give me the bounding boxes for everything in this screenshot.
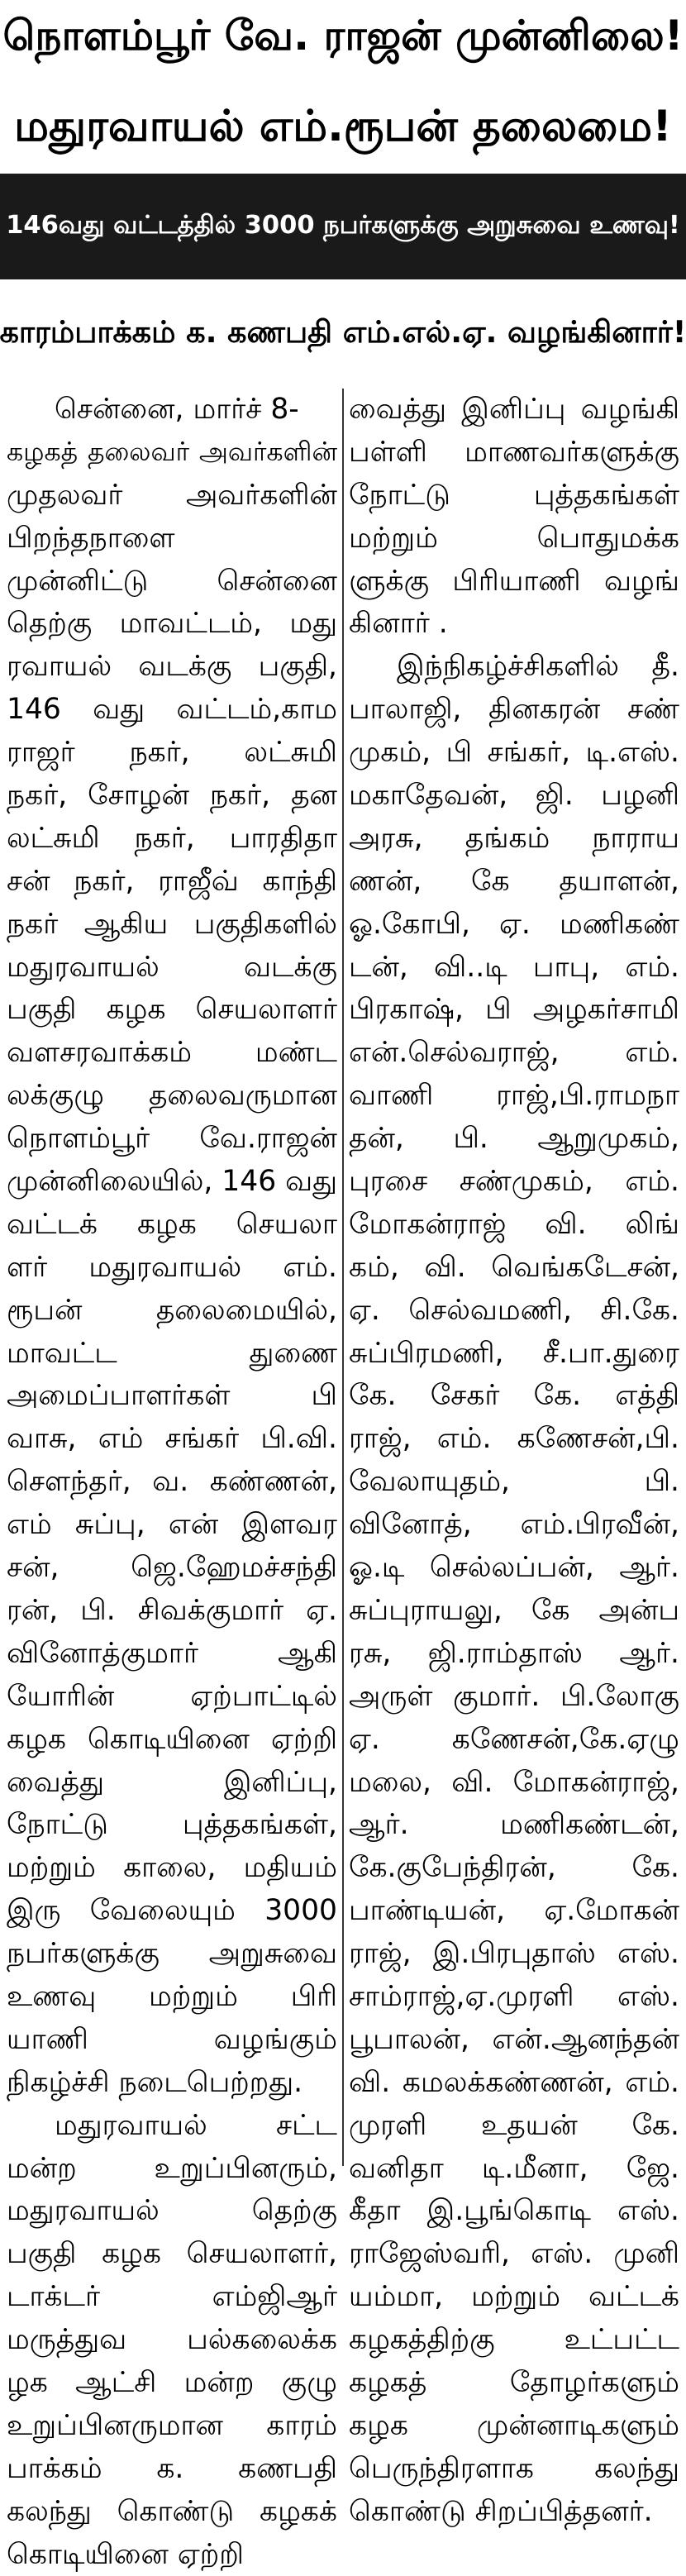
article-line: கழகத் தலைவர் அவர்களின் <box>7 436 337 467</box>
article-line: கே. சேகர் கே. எத்தி <box>349 1379 679 1413</box>
article-line: மாவட்ட துணை <box>7 1336 337 1370</box>
article-line: நபர்களுக்கு அறுசுவை <box>7 1937 337 1971</box>
article-line: ஓ.கோபி, ஏ. மணிகண் <box>349 907 679 941</box>
article-line: கழக முன்னாடிகளும் <box>349 2408 679 2442</box>
article-line: மோகன்ராஜ் வி. லிங் <box>349 1207 679 1241</box>
article-line: வைத்து இனிப்பு, <box>7 1765 337 1799</box>
headline-1: நொளம்பூர் வே. ராஜன் முன்னிலை! <box>2 11 684 60</box>
headline-banner: 146வது வட்டத்தில் 3000 நபர்களுக்கு அறுசுவை உணவு! <box>0 174 686 279</box>
article-line: யோரின் ஏற்பாட்டில் <box>7 1679 337 1713</box>
article-line: ரசு, ஜி.ராம்தாஸ் ஆர். <box>349 1636 679 1670</box>
article-line: பகுதி கழக செயலாளர், <box>7 2237 337 2271</box>
article-column-left <box>7 389 337 2576</box>
article-line: ழக ஆட்சி மன்ற குழு <box>7 2365 337 2399</box>
headline-4: காரம்பாக்கம் க. கணபதி எம்.எல்.ஏ. வழங்கினார்! <box>0 314 686 350</box>
article-line: சௌந்தர், வ. கண்ணன், <box>7 1465 337 1499</box>
article-line: அமைப்பாளர்கள் பி <box>7 1379 337 1413</box>
article-line: மதுரவாயல் வடக்கு <box>7 950 337 984</box>
article-line: மகாதேவன், ஜி. பழனி <box>349 779 679 813</box>
article-line: வாணி ராஜ்,பி.ராமநா <box>349 1079 679 1113</box>
article-line: எம் சுப்பு, என் இளவர <box>7 1508 337 1542</box>
article-line: மற்றும் பொதுமக்க <box>349 521 679 555</box>
article-line: நோட்டு புத்தகங்கள், <box>7 1808 337 1842</box>
article-line: அரசு, தங்கம் நாராய <box>349 821 679 855</box>
article-line: கம், வி. வெங்கடேசன், <box>349 1250 679 1284</box>
article-line: யாணி வழங்கும் <box>7 2022 337 2056</box>
article-line: மலை, வி. மோகன்ராஜ், <box>349 1765 679 1799</box>
article-line: ஆர். மணிகண்டன், <box>349 1808 679 1842</box>
article-line: 146 வது வட்டம்,காம <box>7 693 337 727</box>
article-line: உறுப்பினருமான காரம் <box>7 2408 337 2442</box>
article-line: சன் நகர், ராஜீவ் காந்தி <box>7 864 337 898</box>
article-line: சென்னை, மார்ச் 8- <box>55 393 299 426</box>
article-line: நகர், சோழன் நகர், தன <box>7 779 337 813</box>
column-divider <box>342 389 344 2166</box>
article-column-right <box>349 389 679 2534</box>
article-line: ரன், பி. சிவக்குமார் ஏ. <box>7 1593 337 1627</box>
article-line: ராஜ், இ.பிரபுதாஸ் எஸ். <box>349 1937 679 1971</box>
article-line: கழகத் தோழர்களும் <box>349 2365 679 2399</box>
article-line: பகுதி கழக செயலாளர் <box>7 993 337 1027</box>
article-line: வினோத், எம்.பிரவீன், <box>349 1508 679 1542</box>
article-line: ராஜர் நகர், லட்சுமி <box>7 736 337 770</box>
article-line: வாசு, எம் சங்கர் பி.வி. <box>7 1422 337 1456</box>
article-line: முரளி உதயன் கே. <box>349 2108 679 2142</box>
article-line: டன், வி..டி பாபு, எம். <box>349 950 679 984</box>
article-line: என்.செல்வராஜ், எம். <box>349 1036 679 1070</box>
article-line: முதலவர் அவர்களின் <box>7 478 337 512</box>
article-line: ணன், கே தயாளன், <box>349 864 679 898</box>
article-line: கொண்டு சிறப்பித்தனர். <box>349 2494 653 2528</box>
article-line: வட்டக் கழக செயலா <box>7 1207 337 1241</box>
article-line: சுப்பிரமணி, சீ.பா.துரை <box>349 1336 679 1370</box>
article-line: டாக்டர் எம்ஜிஆர் <box>7 2280 337 2314</box>
article-line: ஏ. கணேசன்,கே.ஏழு <box>349 1722 679 1756</box>
article-line: மதுரவாயல் சட்ட <box>55 2108 337 2142</box>
article-line: வளசரவாக்கம் மண்ட <box>7 1036 337 1070</box>
article-line: ராஜேஸ்வரி, எஸ். முனி <box>349 2237 679 2271</box>
article-line: ரூபன் தலைமையில், <box>7 1293 337 1327</box>
article-line: ஓ.டி செல்லப்பன், ஆர். <box>349 1551 679 1585</box>
article-line: சன், ஜெ.ஹேமச்சந்தி <box>7 1551 337 1585</box>
article-line: வைத்து இனிப்பு வழங்கி <box>349 393 679 426</box>
article-line: ஏ. செல்வமணி, சி.கே. <box>349 1293 679 1327</box>
article-line: முகம், பி சங்கர், டி.எஸ். <box>349 736 679 770</box>
article-line: நிகழ்ச்சி நடைபெற்றது. <box>7 2065 303 2099</box>
article-line: ளுக்கு பிரியாணி வழங் <box>349 564 679 598</box>
article-line: பாக்கம் க. கணபதி <box>7 2451 337 2485</box>
article-line: அருள் குமார். பி.லோகு <box>349 1679 679 1713</box>
article-line: வனிதா டி.மீனா, ஜே. <box>349 2151 679 2185</box>
article-line: தெற்கு மாவட்டம், மது <box>7 607 337 641</box>
article-line: கழகத்திற்கு உட்பட்ட <box>349 2323 679 2357</box>
article-line: லக்குழு தலைவருமான <box>7 1079 337 1113</box>
article-line: மதுரவாயல் தெற்கு <box>7 2194 337 2228</box>
article-line: ரவாயல் வடக்கு பகுதி, <box>7 650 337 684</box>
article-line: வி. கமலக்கண்ணன், எம். <box>349 2065 679 2099</box>
article-line: கொடியினை ஏற்றி <box>7 2537 244 2571</box>
article-line: வினோத்குமார் ஆகி <box>7 1636 337 1670</box>
article-line: நகர் ஆகிய பகுதிகளில் <box>7 907 337 941</box>
article-line: கே.குபேந்திரன், கே. <box>349 1851 679 1885</box>
article-line: பிரகாஷ், பி அழகர்சாமி <box>349 993 679 1027</box>
article-line: முன்னிட்டு சென்னை <box>7 564 337 598</box>
article-line: கினார் . <box>349 607 448 641</box>
article-line: சாம்ராஜ்,ஏ.முரளி எஸ். <box>349 1979 679 2013</box>
article-line: பாண்டியன், ஏ.மோகன் <box>349 1894 679 1928</box>
article-line: பெருந்திரளாக கலந்து <box>349 2451 679 2485</box>
article-line: நொளம்பூர் வே.ராஜன் <box>7 1122 337 1156</box>
article-line: பிறந்தநாளை <box>7 521 175 555</box>
article-line: கீதா இ.பூங்கொடி எஸ். <box>349 2194 679 2228</box>
article-line: மன்ற உறுப்பினரும், <box>7 2151 337 2185</box>
article-line: இந்நிகழ்ச்சிகளில் தீ. <box>397 650 679 684</box>
article-line: புரசை சண்முகம், எம். <box>349 1165 679 1199</box>
article-line: வேலாயுதம், பி. <box>349 1465 679 1499</box>
article-line: மருத்துவ பல்கலைக்க <box>7 2323 337 2357</box>
article-line: பள்ளி மாணவர்களுக்கு <box>349 435 679 469</box>
article-line: உணவு மற்றும் பிரி <box>7 1979 337 2013</box>
article-line: இரு வேலையும் 3000 <box>7 1894 337 1928</box>
article-line: யம்மா, மற்றும் வட்டக் <box>349 2280 679 2314</box>
article-line: சுப்புராயலு, கே அன்ப <box>349 1593 679 1627</box>
article-line: மற்றும் காலை, மதியம் <box>7 1851 337 1885</box>
article-line: நோட்டு புத்தகங்கள் <box>349 478 679 512</box>
article-line: கலந்து கொண்டு கழகக் <box>7 2494 337 2528</box>
article-line: பாலாஜி, தினகரன் சண் <box>349 693 679 727</box>
article-line: பூபாலன், என்.ஆனந்தன் <box>349 2022 679 2056</box>
article-line: லட்சுமி நகர், பாரதிதா <box>7 821 337 855</box>
article-line: கழக கொடியினை ஏற்றி <box>7 1722 337 1756</box>
article-line: முன்னிலையில், 146 வது <box>7 1165 337 1199</box>
article-line: தன், பி. ஆறுமுகம், <box>349 1122 679 1156</box>
article-line: ளர் மதுரவாயல் எம். <box>7 1250 337 1284</box>
headline-2: மதுரவாயல் எம்.ரூபன் தலைமை! <box>14 101 672 151</box>
article-line: ராஜ், எம். கணேசன்,பி. <box>349 1422 679 1456</box>
